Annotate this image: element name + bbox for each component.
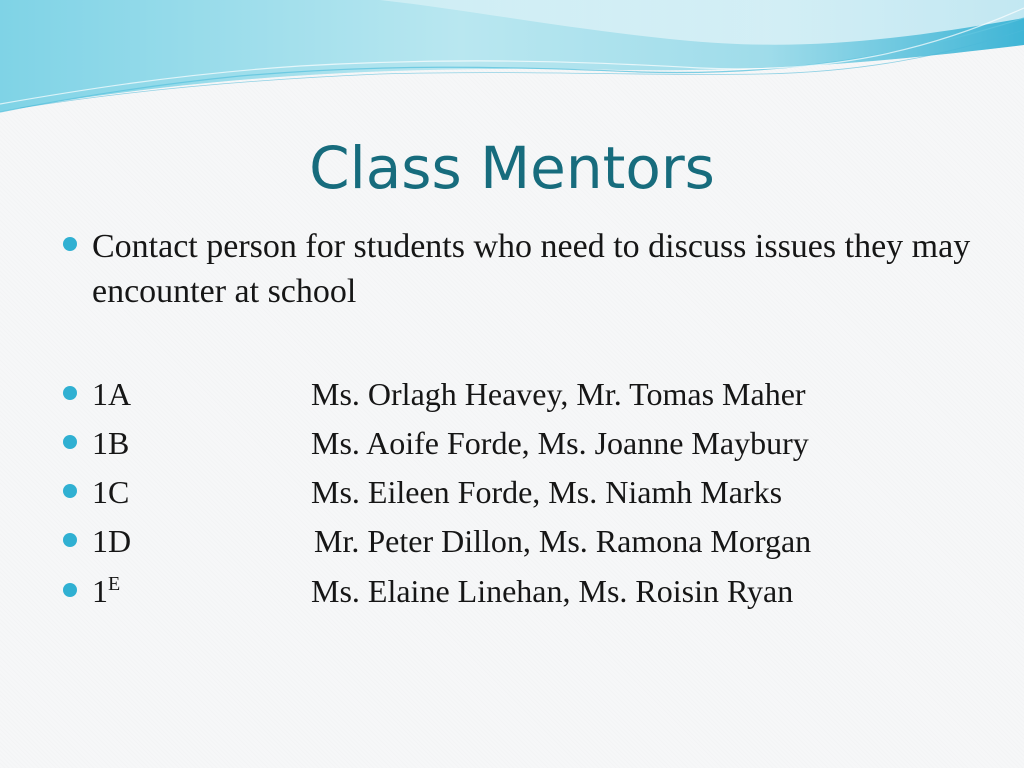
bullet-icon [63,583,77,597]
class-label: $1^E$ [92,573,121,609]
mentor-names: Ms. Elaine Linehan, Ms. Roisin Ryan [311,573,794,609]
class-label: 1C [92,474,130,510]
intro-text: Contact person for students who need to discuss issues they may encounter at school [92,228,971,310]
class-label: 1B [92,425,130,461]
bullet-icon [63,237,77,251]
mentor-names: Mr. Peter Dillon, Ms. Ramona Morgan [314,523,812,559]
header-wave-decoration [0,0,1024,130]
bullet-icon [63,533,77,547]
list-item [0,472,1024,520]
class-label: 1A [92,376,132,412]
bullet-icon [63,484,77,498]
mentor-names: Ms. Orlagh Heavey, Mr. Tomas Maher [311,376,806,412]
list-item [0,374,1024,422]
mentor-names: Ms. Aoife Forde, Ms. Joanne Maybury [311,425,809,461]
mentor-names: Ms. Eileen Forde, Ms. Niamh Marks [311,474,783,510]
class-label: 1D [92,523,132,559]
list-item [0,521,1024,569]
bullet-icon [63,435,77,449]
bullet-icon [63,386,77,400]
page-title: Class Mentors [309,134,715,202]
list-item [0,423,1024,471]
list-item [0,571,1024,619]
